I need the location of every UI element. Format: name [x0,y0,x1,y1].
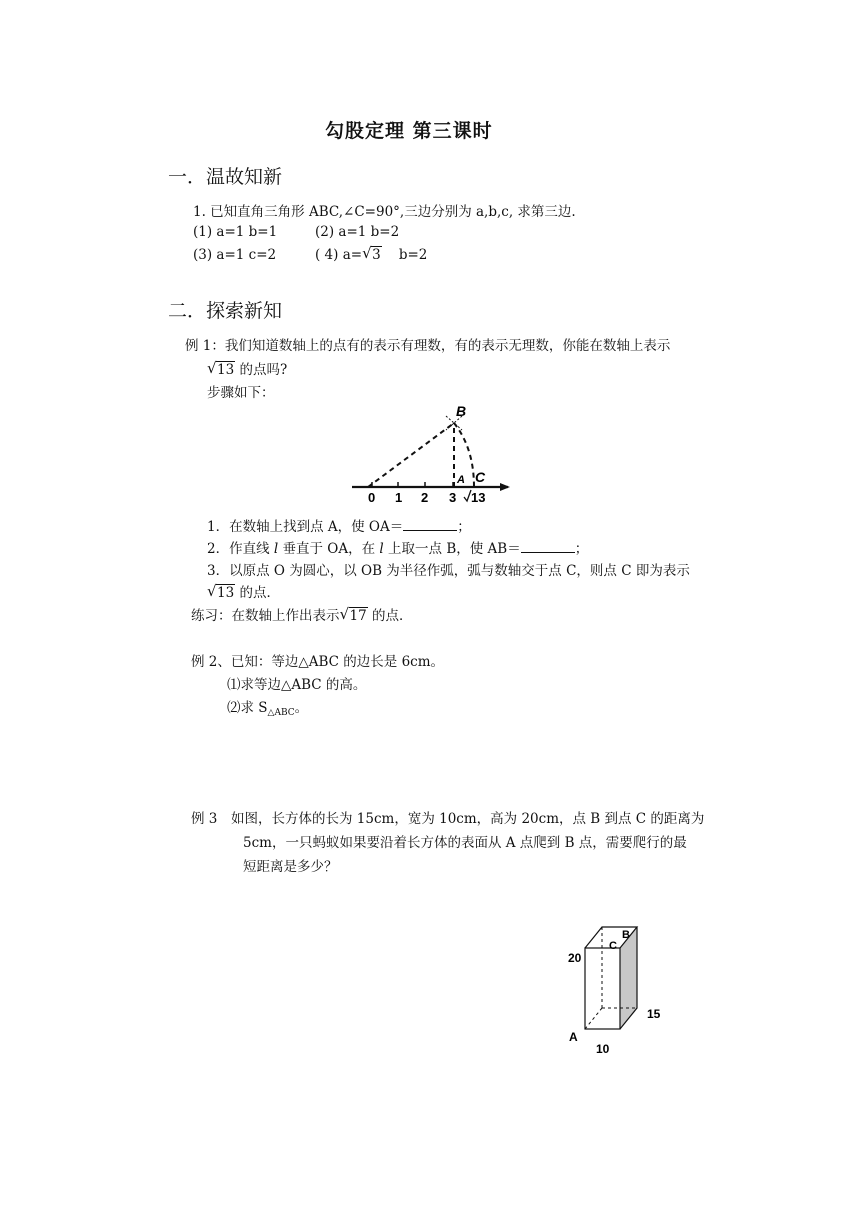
example-2-q2: ⑵求 $S_{\triangle ABC}$。 [227,700,309,718]
cuboid-figure [560,920,680,1060]
depth-label: 15 [647,1007,661,1021]
axis-arrow-icon [500,483,510,491]
label-C: C [475,469,486,485]
hidden-edge-depth [585,1008,602,1029]
section-heading-review: 一．温故知新 [168,166,283,188]
step-2: 2．作直线 l 垂直于 OA，在 l 上取一点 B，使 AB＝ ； [207,541,589,557]
case-4: ( 4) a= √ 3 b=2 [315,244,428,263]
example-2-q1: ⑴求等边△ABC 的高。 [227,677,367,693]
height-label: 20 [568,951,582,965]
label-B: B [456,403,467,419]
tick-sqrt-icon [464,490,471,501]
width-label: 10 [596,1042,610,1056]
segment-OB [368,423,454,487]
label-A: A [457,474,465,486]
tick-label-3: 3 [449,490,457,505]
tick-label-2: 2 [421,490,429,505]
case-3: (3) a=1 c=2 [193,247,277,263]
case-2: (2) a=1 b=2 [315,224,400,240]
example-1-line-2: √ 13 的点吗? [207,359,288,378]
vertex-A-label: A [569,1030,578,1044]
sqrt-13: √ 13 [207,582,235,601]
vertex-C-label: C [609,940,617,952]
example-3-line-2: 5cm，一只蚂蚁如果要沿着长方体的表面从 A 点爬到 B 点，需要爬行的最 [243,835,687,851]
answer-blank-OA[interactable] [403,518,457,531]
example-3-line-1: 如图，长方体的长为 15cm，宽为 10cm，高为 20cm，点 B 到点 C 的距离为 [231,811,705,827]
sqrt-3: √ 3 [362,244,381,263]
sqrt-17: √ 17 [339,605,367,624]
tick-label-0: 0 [368,490,376,505]
example-3-label: 例 3 [191,811,218,827]
practice: 练习：在数轴上作出表示 √ 17 的点． [191,605,413,624]
tick-label-1: 1 [395,490,403,505]
steps-label: 步骤如下： [207,385,275,401]
section-heading-explore: 二．探索新知 [168,300,283,322]
vertex-B-label: B [622,929,630,941]
question-1: 1. 已知直角三角形 ABC,∠C=90°,三边分别为 a,b,c, 求第三边. [193,204,576,220]
example-1-line-1: 例 1：我们知道数轴上的点有的表示有理数，有的表示无理数，你能在数轴上表示 [185,338,671,354]
example-3-line-3: 短距离是多少？ [243,859,338,875]
page-title: 勾股定理 第三课时 [325,120,493,142]
tick-label-sqrt13: 13 [471,490,486,505]
sqrt-13: √ 13 [207,359,235,378]
example-2: 例 2、已知：等边△ABC 的边长是 6cm。 [191,654,445,670]
case-1: (1) a=1 b=1 [193,224,278,240]
number-line-figure [340,398,520,508]
step-1: 1．在数轴上找到点 A，使 OA＝ ； [207,519,471,535]
step-3-line-2: √ 13 的点． [207,582,280,601]
step-3-line-1: 3．以原点 O 为圆心，以 OB 为半径作弧，弧与数轴交于点 C，则点 C 即为表示 [207,563,690,579]
cuboid-shaded-face [620,927,637,1029]
answer-blank-AB[interactable] [521,540,575,553]
